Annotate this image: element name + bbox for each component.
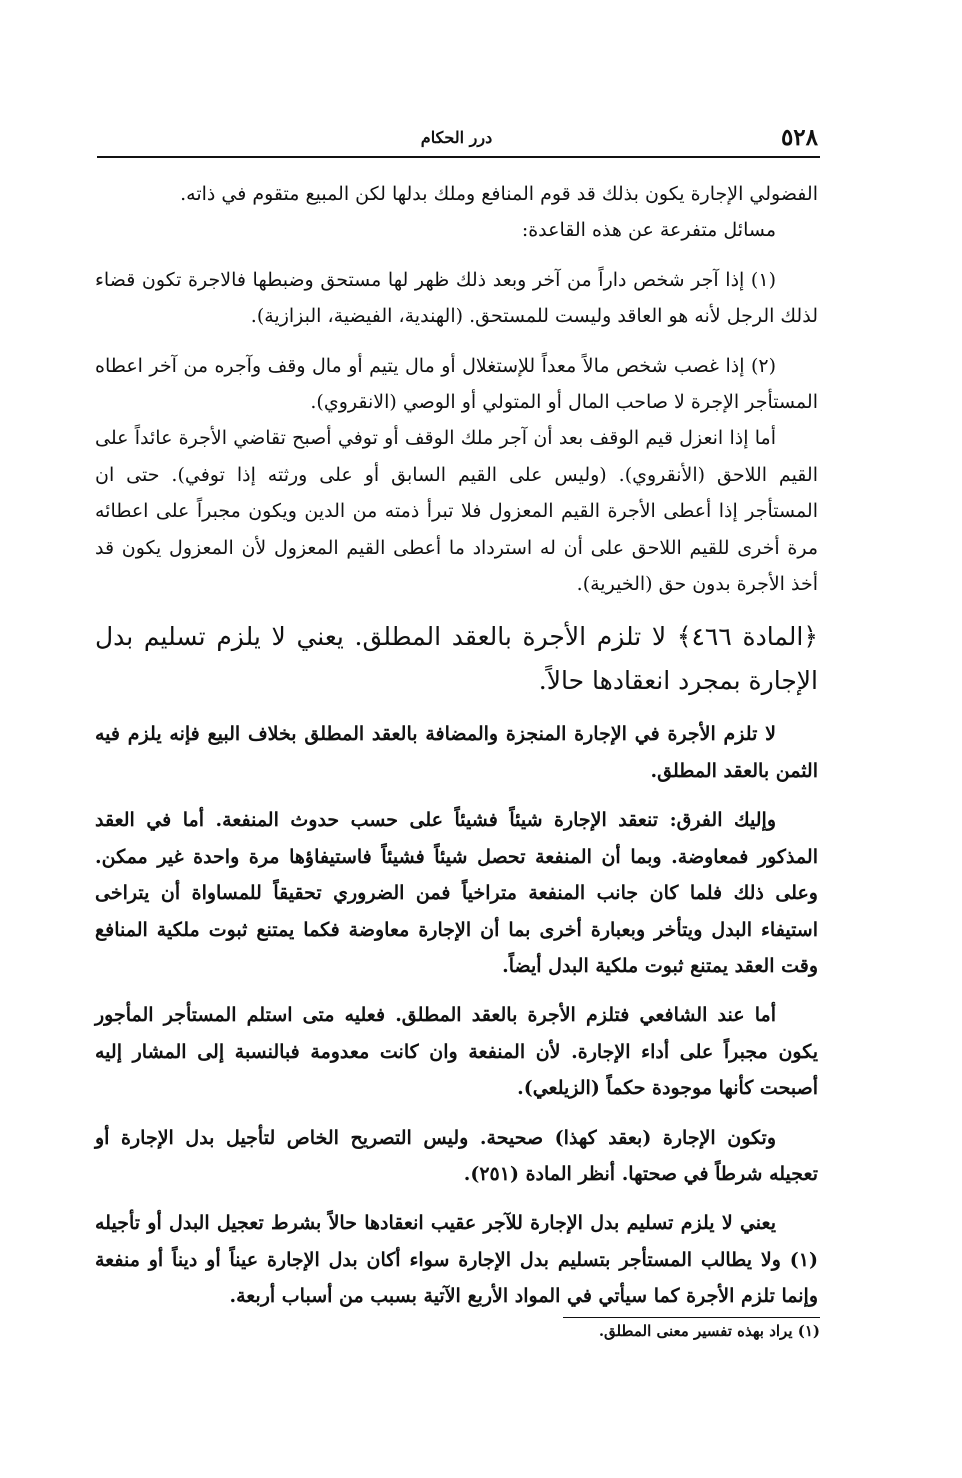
page-number: ٥٢٨ (780, 124, 818, 151)
paragraph-subheading: مسائل متفرعة عن هذه القاعدة: (521, 219, 776, 242)
spacer (95, 249, 818, 262)
spacer (95, 789, 818, 802)
commentary-paragraph: أما عند الشافعي فتلزم الأجرة بالعقد المطلق. فعليه متى استلم المستأجر المأجور يكون مجبراً على أداء الإجارة. لأن المنفعة وان كانت معدومة فبالنسبة إلى المشار إليه أصبحت كأنها موجودة حكماً (الزيلعي). (95, 1004, 818, 1100)
footnote: (١) يراد بهذه تفسير معنى المطلق. (598, 1322, 820, 1340)
commentary-paragraph: يعني لا يلزم تسليم بدل الإجارة للآجر عقيب انعقادها حالاً بشرط تعجيل البدل أو تأجيله (١) ولا يطالب المستأجر بتسليم بدل الإجارة سواء أكان بدل الإجارة عيناً أو ديناً أو منفعة وإنما تلزم الأجرة كما سيأتي في المواد الأربع الآتية بسبب من أسباب أربعة. (95, 1212, 818, 1308)
paragraph-trustee: أما إذا انعزل قيم الوقف بعد أن آجر ملك الوقف أو توفي أصبح تقاضي الأجرة عائداً على القيم اللاحق (الأنقروي). (وليس على القيم السابق أو على ورثته إذا توفي). حتى ان المستأجر إذا أعطى الأجرة القيم المعزول فلا تبرأ ذمته من الدين ويكون مجبراً على اعطائه مرة أخرى للقيم اللاحق على أن له استرداد ما أعطى القيم المعزول لأن المعزول يكون قد أخذ الأجرة بدون حق (الخيرية). (95, 427, 818, 596)
spacer (95, 703, 818, 716)
page-body (95, 176, 818, 1315)
article-466: ﴿المادة ٤٦٦﴾ لا تلزم الأجرة بالعقد المطلق. يعني لا يلزم تسليم بدل الإجارة بمجرد انعقادها حالاً. (95, 622, 818, 696)
commentary-paragraph: وإليك الفرق: تنعقد الإجارة شيئاً فشيئاً على حسب حدوث المنفعة. أما في العقد المذكور فمعاوضة. وبما أن المنفعة تحصل شيئاً فشيئاً فاستيفاؤها مرة واحدة غير ممكن. وعلى ذلك فلما كان جانب المنفعة متراخياً فمن الضروري تحقيقاً للمساواة أن يتراخى استيفاء البدل ويتأخر وبعبارة أخرى بما أن الإجارة معاوضة فكما يمتنع ثبوت ملكية المنافع وقت العقد يمتنع ثبوت ملكية البدل أيضاً. (95, 809, 818, 977)
spacer (95, 335, 818, 348)
spacer (95, 1192, 818, 1205)
spacer (95, 1107, 818, 1120)
paragraph-case-2: (٢) إذا غصب شخص مالاً معداً للإستغلال أو مال يتيم أو مال وقف وآجره من آخر اعطاه المستأجر الإجرة لا صاحب المال أو المتولي أو الوصي (الانقروي). (95, 354, 818, 414)
paragraph-continuation: الفضولي الإجارة يكون بذلك قد قوم المنافع وملك بدلها لكن المبيع متقوم في ذاته. (180, 183, 818, 205)
running-title: درر الحكام (420, 128, 493, 147)
commentary (95, 716, 818, 1314)
header-rule (97, 156, 820, 158)
page-header (95, 120, 818, 156)
spacer (95, 602, 818, 615)
commentary-paragraph: وتكون الإجارة (بعقد كهذا) صحيحة. وليس التصريح الخاص لتأجيل بدل الإجارة أو تعجيله شرطاً في صحتها. أنظر المادة (٢٥١). (95, 1126, 818, 1185)
spacer (95, 984, 818, 997)
commentary-paragraph: لا تلزم الأجرة في الإجارة المنجزة والمضافة بالعقد المطلق بخلاف البيع فإنه يلزم فيه الثمن بالعقد المطلق. (95, 723, 818, 782)
paragraph-case-1: (١) إذا آجر شخص داراً من آخر وبعد ذلك ظهر لها مستحق وضبطها فالاجرة تكون قضاء لذلك الرجل لأنه هو العاقد وليست للمستحق. (الهندية، الفيضية، البزازية). (95, 268, 818, 328)
